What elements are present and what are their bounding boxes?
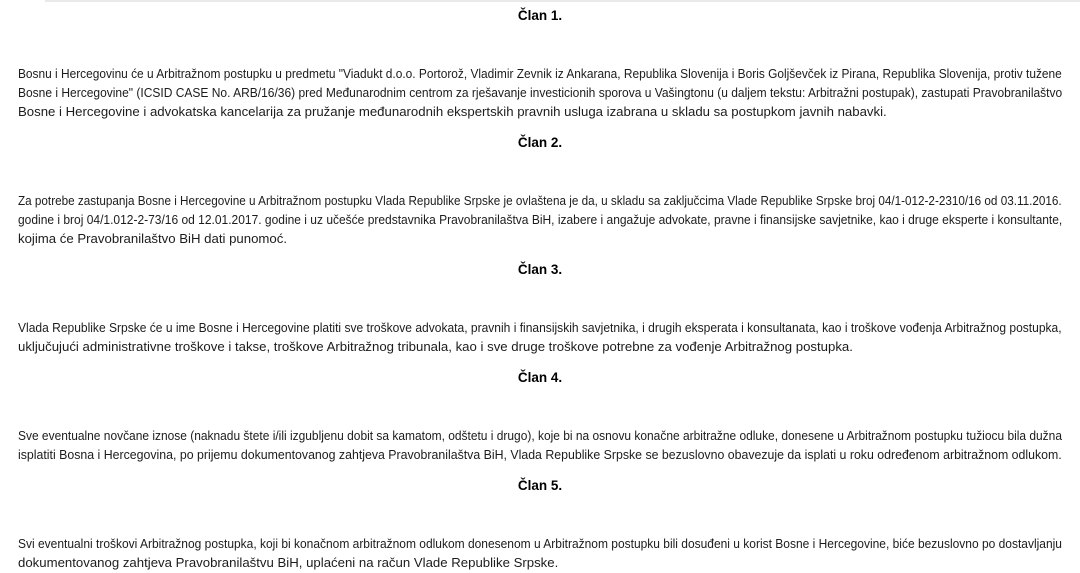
article-section-2: [18, 135, 1062, 248]
article-section-3: [18, 262, 1062, 356]
paragraph-line: Vlada Republike Srpske će u ime Bosne i Hercegovine platiti sve troškove advokata, pravnih i finansijskih savjetnika, i drugih eksperata i konsultanata, kao i troškove vođenja Arbitražnog postupka,: [18, 320, 1062, 335]
article-paragraph: [18, 426, 1062, 464]
paragraph-line: Bosnu i Hercegovinu će u Arbitražnom postupku u predmetu "Viadukt d.o.o. Portorož, Vladimir Zevnik iz Ankarana, Republika Slovenija i Boris Goljševček iz Pirana, Republika Slovenija, protiv tužene: [18, 66, 1062, 81]
paragraph-line: Svi eventualni troškovi Arbitražnog postupka, koji bi konačnom arbitražnom odlukom donesenom u Arbitražnom postupku bili dosuđeni u korist Bosne i Hercegovine, biće bezuslovno po dostavljanju: [18, 536, 1062, 551]
article-heading: Član 3.: [517, 262, 563, 277]
article-heading: Član 1.: [517, 8, 563, 23]
paragraph-line: uključujući administrativne troškove i takse, troškove Arbitražnog tribunala, kao i sve druge troškove potrebne za vođenje Arbitražnog postupka.: [18, 339, 853, 354]
paragraph-line: Bosne i Hercegovine" (ICSID CASE No. ARB/16/36) pred Međunarodnim centrom za rješavanje investicionih sporova u Vašingtonu (u daljem tekstu: Arbitražni postupak), zastupati Pravobranilaštvo: [18, 85, 1063, 100]
article-heading: Član 4.: [517, 370, 563, 385]
paragraph-line: isplatiti Bosna i Hercegovina, po prijemu dokumentovanog zahtjeva Pravobranilaštva BiH, Vlada Republike Srpske se bezuslovno obavezuje da isplati u roku određenom arbitražnom odlukom.: [18, 447, 1062, 462]
paragraph-line: Bosne i Hercegovine i advokatska kancelarija za pružanje međunarodnih ekspertskih pravnih usluga izabrana u skladu sa postupkom javnih nabavki.: [18, 104, 887, 119]
top-edge-divider: [45, 0, 1080, 2]
paragraph-line: Za potrebe zastupanja Bosne i Hercegovine u Arbitražnom postupku Vlada Republike Srpske je ovlaštena je da, u skladu sa zaključcima Vlade Republike Srpske broj 04/1-012-2-2310/16 od 03.11.2016.: [18, 193, 1062, 208]
paragraph-line: dokumentovanog zahtjeva Pravobranilaštvu BiH, uplaćeni na račun Vlade Republike Srpske.: [18, 555, 559, 570]
article-paragraph: [18, 191, 1062, 248]
article-section-5: [18, 478, 1062, 572]
article-section-1: [18, 8, 1062, 121]
article-heading: Član 5.: [517, 478, 563, 493]
article-paragraph: [18, 318, 1062, 356]
article-paragraph: [18, 64, 1062, 121]
article-heading: Član 2.: [517, 135, 563, 150]
paragraph-line: godine i broj 04/1.012-2-73/16 od 12.01.2017. godine i uz učešće predstavnika Pravobranilaštva BiH, izabere i angažuje advokate, pravne i finansijske savjetnike, kao i druge eksperte i konsultante,: [18, 212, 1063, 227]
paragraph-line: kojima će Pravobranilaštvo BiH dati punomoć.: [18, 231, 288, 246]
article-section-4: [18, 370, 1062, 464]
article-paragraph: [18, 534, 1062, 572]
paragraph-line: Sve eventualne novčane iznose (naknadu štete i/ili izgubljenu dobit sa kamatom, odštetu i drugo), koje bi na osnovu konačne arbitražne odluke, donesene u Arbitražnom postupku tužiocu bila dužna: [18, 428, 1062, 443]
